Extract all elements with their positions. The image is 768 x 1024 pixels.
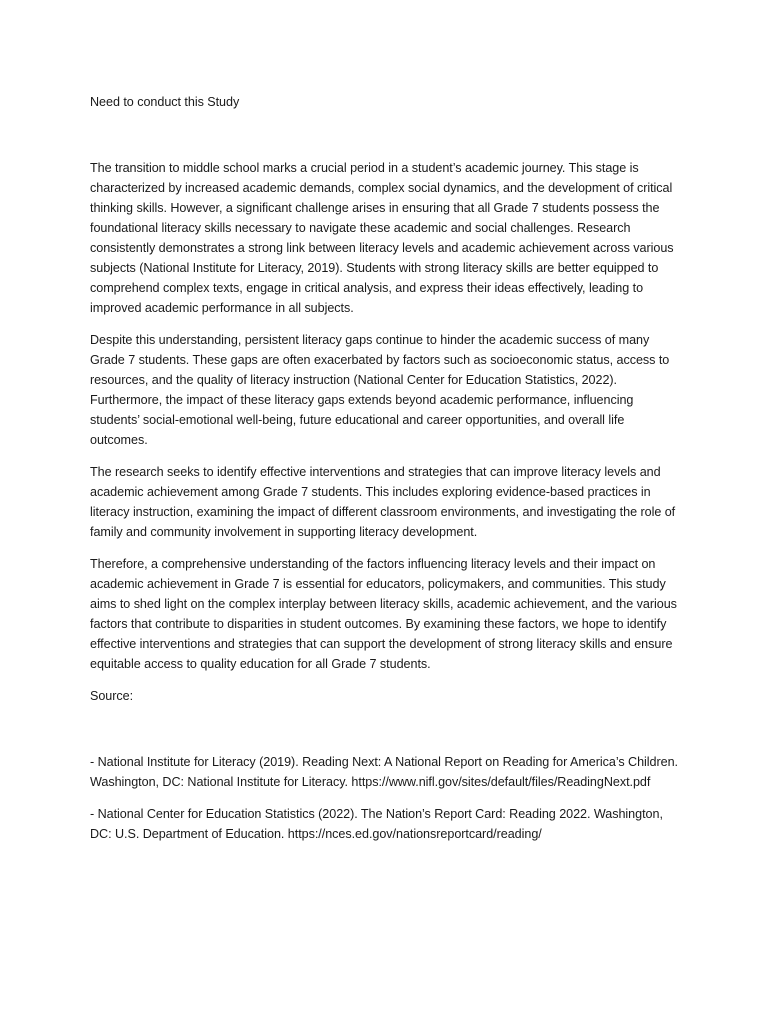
paragraph-2: Despite this understanding, persistent literacy gaps continue to hinder the academic success of many Grade 7 students. These gaps are often exacerbated by factors such as socioeconomic status, access to resources, and the quality of literacy instruction (National Center for Education Statistics, 2022). Furthermore, the impact of these literacy gaps extends beyond academic performance, influencing students’ social-emotional well-being, future educational and career opportunities, and overall life outcomes. xyxy=(90,333,670,447)
document-body xyxy=(90,92,678,856)
paragraph-1: The transition to middle school marks a crucial period in a student’s academic journey. This stage is characterized by increased academic demands, complex social dynamics, and the development of critical thinking skills. However, a significant challenge arises in ensuring that all Grade 7 students possess the foundational literacy skills necessary to navigate these academic and social challenges. Research consistently demonstrates a strong link between literacy levels and academic achievement across various subjects (National Institute for Literacy, 2019). Students with strong literacy skills are better equipped to comprehend complex texts, engage in critical analysis, and express their ideas effectively, leading to improved academic performance in all subjects. xyxy=(90,161,674,315)
source-label: Source: xyxy=(90,689,134,703)
reference-2: - National Center for Education Statistics (2022). The Nation’s Report Card: Reading 2022. Washington, DC: U.S. Department of Education. https://nces.ed.gov/nationsreportcard/reading/ xyxy=(90,807,663,841)
paragraph-3: The research seeks to identify effective interventions and strategies that can improve literacy levels and academic achievement among Grade 7 students. This includes exploring evidence-based practices in literacy instruction, examining the impact of different classroom environments, and investigating the role of family and community involvement in supporting literacy development. xyxy=(90,465,676,539)
reference-1: - National Institute for Literacy (2019). Reading Next: A National Report on Reading for America’s Children. Washington, DC: National Institute for Literacy. https://www.nifl.gov/sites/default/files/ReadingNext.pdf xyxy=(90,755,678,789)
document-heading: Need to conduct this Study xyxy=(90,95,240,109)
paragraph-4: Therefore, a comprehensive understanding of the factors influencing literacy levels and their impact on academic achievement in Grade 7 is essential for educators, policymakers, and communities. This study aims to shed light on the complex interplay between literacy skills, academic achievement, and the various factors that contribute to disparities in student outcomes. By examining these factors, we hope to identify effective interventions and strategies that can support the development of strong literacy skills and ensure equitable access to quality education for all Grade 7 students. xyxy=(90,557,677,671)
